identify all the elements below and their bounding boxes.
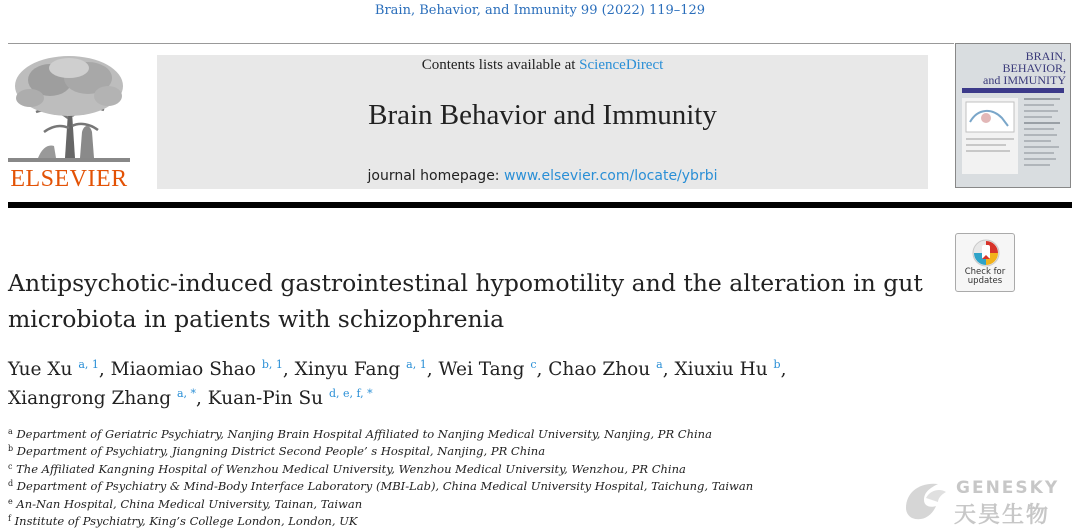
affiliation-text: The Affiliated Kangning Hospital of Wenzhou Medical University, Wenzhou Medical University, Wenzhou, PR China bbox=[16, 461, 686, 476]
cover-band bbox=[962, 88, 1064, 93]
watermark-text-zh: 天昊生物 bbox=[954, 503, 1051, 528]
author-name[interactable]: Chao Zhou bbox=[548, 359, 651, 380]
author-affiliation-marker[interactable]: c bbox=[530, 358, 537, 371]
watermark-text-en: GENESKY bbox=[956, 478, 1060, 498]
homepage-prefix: journal homepage: bbox=[367, 168, 504, 184]
author-affiliation-marker[interactable]: a, * bbox=[176, 387, 197, 400]
homepage-line bbox=[157, 168, 928, 184]
author-list: Yue Xu $^{a, 1}$, Miaomiao Shao $^{b, 1}$, Xinyu Fang $^{a, 1}$, Wei Tang $^c$, Chao Zhou $^a$, Xiuxiu Hu $^b$, Xiangrong Zhang $^{a, *}$, Kuan-Pin Su $^{d, e, f, *}$ bbox=[8, 358, 787, 409]
author[interactable] bbox=[208, 388, 373, 409]
author-name[interactable]: Kuan-Pin Su bbox=[207, 388, 324, 409]
cover-title bbox=[983, 50, 1066, 86]
crossmark-label: Check for updates bbox=[964, 267, 1006, 286]
contents-prefix: Contents lists available at bbox=[421, 57, 580, 73]
author-affiliation-marker[interactable]: a, 1 bbox=[406, 358, 427, 371]
affiliation-item bbox=[8, 496, 908, 513]
affiliation-key: a bbox=[8, 427, 13, 436]
author-affiliation-marker[interactable]: b bbox=[773, 358, 781, 371]
author-name[interactable]: Xiuxiu Hu bbox=[674, 359, 768, 380]
affiliation-key: f bbox=[8, 514, 11, 524]
running-head[interactable]: Brain, Behavior, and Immunity 99 (2022) 119–129 bbox=[374, 3, 706, 18]
author-affiliation-marker[interactable]: a bbox=[656, 358, 663, 371]
publisher-logo[interactable] bbox=[8, 54, 130, 194]
journal-name: Brain Behavior and Immunity bbox=[368, 99, 717, 131]
tree-logo-icon bbox=[8, 54, 130, 162]
affiliation-text: Department of Psychiatry & Mind-Body Interface Laboratory (MBI-Lab), China Medical University Hospital, Taichung, Taiwan bbox=[16, 479, 754, 494]
cover-art bbox=[962, 98, 1064, 181]
crossmark-icon bbox=[971, 238, 1001, 268]
cover-title-line: and IMMUNITY bbox=[983, 73, 1066, 87]
author-affiliation-marker[interactable]: b, 1 bbox=[261, 358, 283, 371]
author[interactable] bbox=[8, 359, 99, 380]
affiliation-item bbox=[8, 478, 908, 495]
author-name[interactable]: Miaomiao Shao bbox=[110, 359, 256, 380]
publisher-name: ELSEVIER bbox=[10, 166, 128, 192]
cover-title-line: BRAIN, bbox=[1025, 49, 1066, 63]
affiliation-key: c bbox=[8, 461, 13, 471]
affiliation-item bbox=[8, 443, 908, 460]
journal-cover[interactable] bbox=[955, 43, 1071, 188]
affiliation-text: Institute of Psychiatry, King’s College London, London, UK bbox=[14, 514, 358, 529]
affiliation-text: An-Nan Hospital, China Medical University, Tainan, Taiwan bbox=[16, 496, 363, 511]
affiliation-list bbox=[8, 426, 908, 530]
crossmark-button[interactable] bbox=[955, 233, 1015, 292]
header-rule bbox=[8, 43, 954, 44]
affiliation-text: Department of Psychiatry, Jiangning District Second People’ s Hospital, Nanjing, PR China bbox=[16, 444, 546, 459]
author[interactable] bbox=[548, 359, 662, 380]
affiliation-item bbox=[8, 513, 908, 530]
author[interactable] bbox=[111, 359, 283, 380]
author-name[interactable]: Yue Xu bbox=[8, 359, 73, 380]
author-affiliation-marker[interactable]: d, e, f, * bbox=[328, 387, 373, 400]
affiliation-key: b bbox=[8, 444, 14, 454]
author-name[interactable]: Wei Tang bbox=[438, 359, 525, 380]
author-name[interactable]: Xiangrong Zhang bbox=[8, 388, 172, 409]
author[interactable] bbox=[295, 359, 427, 380]
article-title: Antipsychotic-induced gastrointestinal hypomotility and the alteration in gut microbiota in patients with schizophrenia bbox=[8, 269, 923, 333]
header-bottom-rule bbox=[8, 202, 1072, 208]
affiliation-key: e bbox=[8, 496, 13, 506]
author[interactable] bbox=[8, 388, 196, 409]
journal-banner bbox=[157, 55, 928, 189]
contents-line bbox=[157, 57, 928, 74]
watermark-logo-icon bbox=[900, 478, 950, 524]
watermark bbox=[900, 476, 1070, 526]
author[interactable] bbox=[674, 359, 780, 380]
author-name[interactable]: Xinyu Fang bbox=[294, 359, 401, 380]
affiliation-item bbox=[8, 461, 908, 478]
journal-homepage-link[interactable]: www.elsevier.com/locate/ybrbi bbox=[503, 168, 718, 184]
cover-title-line: BEHAVIOR, bbox=[1002, 61, 1066, 75]
author-affiliation-marker[interactable]: a, 1 bbox=[78, 358, 99, 371]
affiliation-text: Department of Geriatric Psychiatry, Nanjing Brain Hospital Affiliated to Nanjing Medical University, Nanjing, PR China bbox=[16, 427, 712, 441]
author[interactable] bbox=[439, 359, 537, 380]
affiliation-key: d bbox=[8, 479, 14, 489]
sciencedirect-link[interactable]: ScienceDirect bbox=[579, 57, 664, 73]
affiliation-item bbox=[8, 426, 908, 443]
